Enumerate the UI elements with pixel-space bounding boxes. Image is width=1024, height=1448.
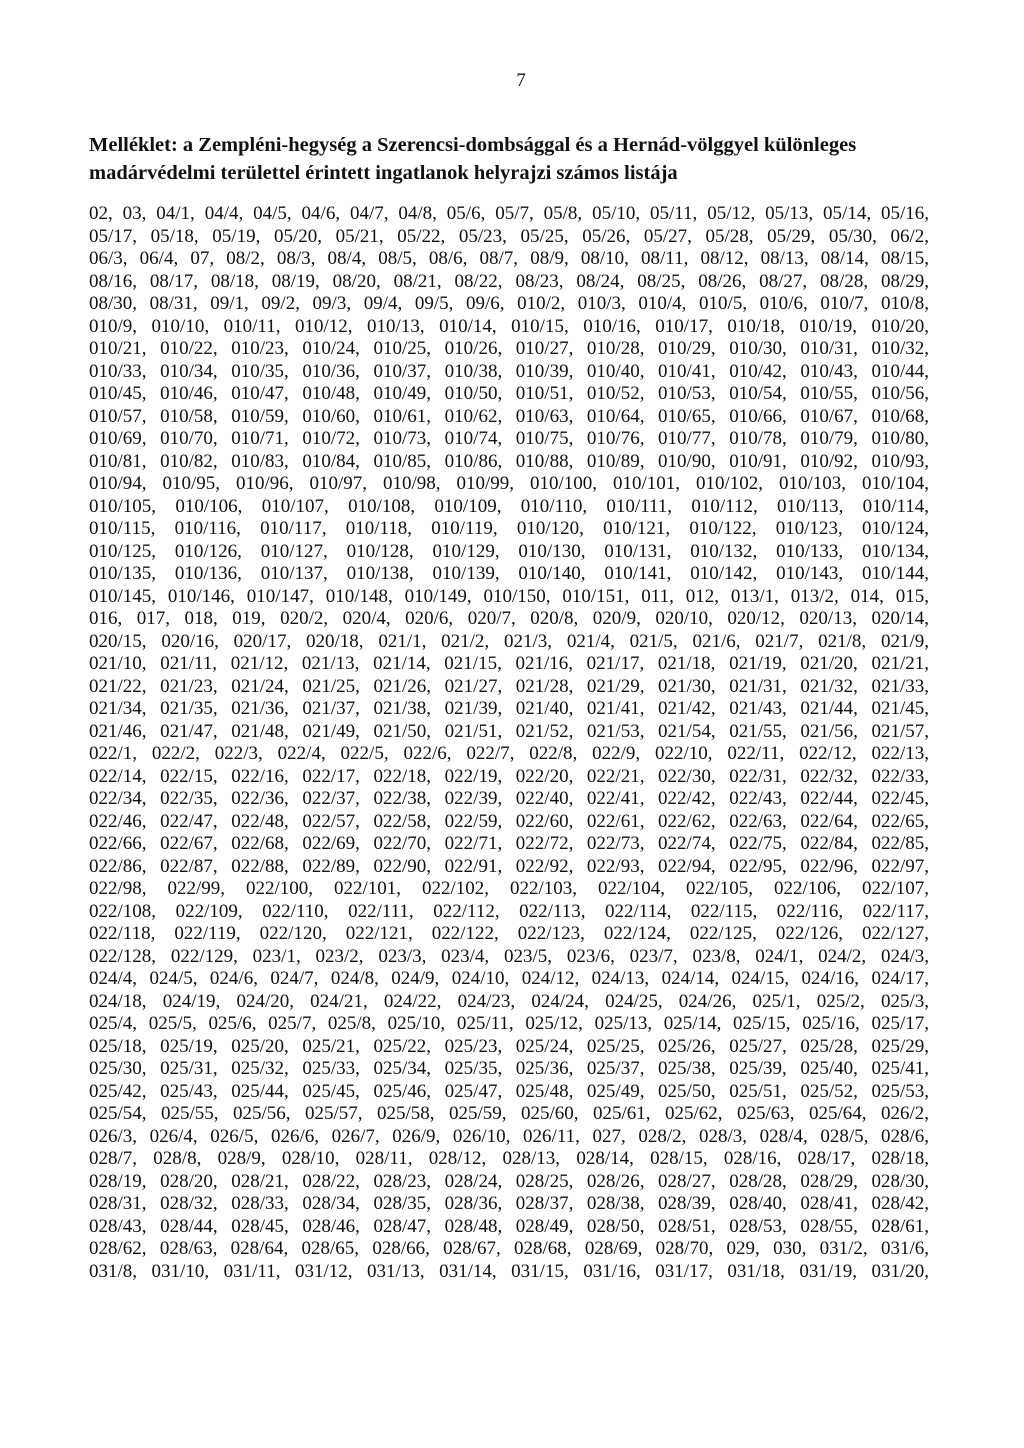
- parcel-list-line: 028/7, 028/8, 028/9, 028/10, 028/11, 028/12, 028/13, 028/14, 028/15, 028/16, 028/17, 028/18,: [89, 1148, 929, 1169]
- parcel-list-line: 020/15, 020/16, 020/17, 020/18, 021/1, 021/2, 021/3, 021/4, 021/5, 021/6, 021/7, 021/8, 021/9,: [89, 630, 929, 652]
- parcel-list-line: 022/1, 022/2, 022/3, 022/4, 022/5, 022/6, 022/7, 022/8, 022/9, 022/10, 022/11, 022/12, 022/13,: [89, 743, 929, 764]
- parcel-list-line: 010/125, 010/126, 010/127, 010/128, 010/129, 010/130, 010/131, 010/132, 010/133, 010/134,: [89, 540, 929, 562]
- parcel-list-line: 024/18, 024/19, 024/20, 024/21, 024/22, 024/23, 024/24, 024/25, 024/26, 025/1, 025/2, 025/3,: [89, 990, 929, 1012]
- parcel-list-line: 010/33, 010/34, 010/35, 010/36, 010/37, 010/38, 010/39, 010/40, 010/41, 010/42, 010/43, 010/44,: [89, 360, 929, 382]
- parcel-list-line: 08/30, 08/31, 09/1, 09/2, 09/3, 09/4, 09/5, 09/6, 010/2, 010/3, 010/4, 010/5, 010/6, 010/7, 010/8,: [89, 293, 929, 314]
- document-title: [89, 131, 949, 187]
- parcel-list-line: 022/86, 022/87, 022/88, 022/89, 022/90, 022/91, 022/92, 022/93, 022/94, 022/95, 022/96, 022/97,: [89, 855, 929, 877]
- parcel-list-line: 022/34, 022/35, 022/36, 022/37, 022/38, 022/39, 022/40, 022/41, 022/42, 022/43, 022/44, 022/45,: [89, 788, 929, 809]
- parcel-list-line: 028/43, 028/44, 028/45, 028/46, 028/47, 028/48, 028/49, 028/50, 028/51, 028/53, 028/55, 028/61,: [89, 1215, 929, 1237]
- parcel-list-line: 022/98, 022/99, 022/100, 022/101, 022/102, 022/103, 022/104, 022/105, 022/106, 022/107,: [89, 878, 929, 899]
- parcel-list-line: 010/81, 010/82, 010/83, 010/84, 010/85, 010/86, 010/88, 010/89, 010/90, 010/91, 010/92, 010/93,: [89, 450, 929, 472]
- parcel-list-line: 026/3, 026/4, 026/5, 026/6, 026/7, 026/9, 026/10, 026/11, 027, 028/2, 028/3, 028/4, 028/5, 028/6,: [89, 1125, 929, 1147]
- parcel-list-line: 016, 017, 018, 019, 020/2, 020/4, 020/6, 020/7, 020/8, 020/9, 020/10, 020/12, 020/13, 020/14,: [89, 608, 929, 629]
- parcel-list-line: 010/57, 010/58, 010/59, 010/60, 010/61, 010/62, 010/63, 010/64, 010/65, 010/66, 010/67, 010/68,: [89, 405, 929, 427]
- parcel-list-line: 028/62, 028/63, 028/64, 028/65, 028/66, 028/67, 028/68, 028/69, 028/70, 029, 030, 031/2, 031/6,: [89, 1238, 929, 1259]
- parcel-list-line: 025/30, 025/31, 025/32, 025/33, 025/34, 025/35, 025/36, 025/37, 025/38, 025/39, 025/40, 025/41,: [89, 1058, 929, 1079]
- parcel-list-line: 021/10, 021/11, 021/12, 021/13, 021/14, 021/15, 021/16, 021/17, 021/18, 021/19, 021/20, 021/21,: [89, 653, 929, 674]
- parcel-list-line: 06/3, 06/4, 07, 08/2, 08/3, 08/4, 08/5, 08/6, 08/7, 08/9, 08/10, 08/11, 08/12, 08/13, 08/14, 08/15,: [89, 248, 929, 269]
- parcel-list-line: 022/46, 022/47, 022/48, 022/57, 022/58, 022/59, 022/60, 022/61, 022/62, 022/63, 022/64, 022/65,: [89, 810, 929, 832]
- parcel-list-line: 010/105, 010/106, 010/107, 010/108, 010/109, 010/110, 010/111, 010/112, 010/113, 010/114,: [89, 495, 929, 517]
- parcel-list-line: 031/8, 031/10, 031/11, 031/12, 031/13, 031/14, 031/15, 031/16, 031/17, 031/18, 031/19, 031/20,: [89, 1260, 929, 1282]
- parcel-list-line: 021/22, 021/23, 021/24, 021/25, 021/26, 021/27, 021/28, 021/29, 021/30, 021/31, 021/32, 021/33,: [89, 675, 929, 697]
- parcel-list-line: 02, 03, 04/1, 04/4, 04/5, 04/6, 04/7, 04/8, 05/6, 05/7, 05/8, 05/10, 05/11, 05/12, 05/13, 05/14, 05/16,: [89, 203, 929, 224]
- parcel-list-line: 025/42, 025/43, 025/44, 025/45, 025/46, 025/47, 025/48, 025/49, 025/50, 025/51, 025/52, 025/53,: [89, 1080, 929, 1102]
- parcel-list-line: 022/66, 022/67, 022/68, 022/69, 022/70, 022/71, 022/72, 022/73, 022/74, 022/75, 022/84, 022/85,: [89, 833, 929, 854]
- parcel-list-line: 05/17, 05/18, 05/19, 05/20, 05/21, 05/22, 05/23, 05/25, 05/26, 05/27, 05/28, 05/29, 05/30, 06/2,: [89, 225, 929, 247]
- parcel-list-line: 010/135, 010/136, 010/137, 010/138, 010/139, 010/140, 010/141, 010/142, 010/143, 010/144,: [89, 563, 929, 584]
- parcel-number-list: [89, 203, 929, 1283]
- parcel-list-line: 025/4, 025/5, 025/6, 025/7, 025/8, 025/10, 025/11, 025/12, 025/13, 025/14, 025/15, 025/16, 025/17,: [89, 1013, 929, 1034]
- parcel-list-line: 010/45, 010/46, 010/47, 010/48, 010/49, 010/50, 010/51, 010/52, 010/53, 010/54, 010/55, 010/56,: [89, 383, 929, 404]
- parcel-list-line: 025/18, 025/19, 025/20, 025/21, 025/22, 025/23, 025/24, 025/25, 025/26, 025/27, 025/28, 025/29,: [89, 1035, 929, 1057]
- parcel-list-line: 022/108, 022/109, 022/110, 022/111, 022/112, 022/113, 022/114, 022/115, 022/116, 022/117,: [89, 900, 929, 922]
- title-line-2: madárvédelmi területtel érintett ingatlanok helyrajzi számos listája: [89, 162, 678, 184]
- page-number: 7: [516, 70, 526, 91]
- parcel-list-line: 022/14, 022/15, 022/16, 022/17, 022/18, 022/19, 022/20, 022/21, 022/30, 022/31, 022/32, 022/33,: [89, 765, 929, 787]
- parcel-list-line: 024/4, 024/5, 024/6, 024/7, 024/8, 024/9, 024/10, 024/12, 024/13, 024/14, 024/15, 024/16, 024/17,: [89, 968, 929, 989]
- parcel-list-line: 08/16, 08/17, 08/18, 08/19, 08/20, 08/21, 08/22, 08/23, 08/24, 08/25, 08/26, 08/27, 08/28, 08/29,: [89, 270, 929, 292]
- parcel-list-line: 028/19, 028/20, 028/21, 028/22, 028/23, 028/24, 028/25, 028/26, 028/27, 028/28, 028/29, 028/30,: [89, 1170, 929, 1192]
- title-line-1: Melléklet: a Zempléni-hegység a Szerencsi-dombsággal és a Hernád-völggyel különleges: [89, 134, 857, 156]
- parcel-list-line: 010/9, 010/10, 010/11, 010/12, 010/13, 010/14, 010/15, 010/16, 010/17, 010/18, 010/19, 010/20,: [89, 315, 929, 337]
- parcel-list-line: 010/94, 010/95, 010/96, 010/97, 010/98, 010/99, 010/100, 010/101, 010/102, 010/103, 010/104,: [89, 473, 929, 494]
- parcel-list-line: 010/69, 010/70, 010/71, 010/72, 010/73, 010/74, 010/75, 010/76, 010/77, 010/78, 010/79, 010/80,: [89, 428, 929, 449]
- parcel-list-line: 010/21, 010/22, 010/23, 010/24, 010/25, 010/26, 010/27, 010/28, 010/29, 010/30, 010/31, 010/32,: [89, 338, 929, 359]
- parcel-list-line: 025/54, 025/55, 025/56, 025/57, 025/58, 025/59, 025/60, 025/61, 025/62, 025/63, 025/64, 026/2,: [89, 1103, 929, 1124]
- parcel-list-line: 021/34, 021/35, 021/36, 021/37, 021/38, 021/39, 021/40, 021/41, 021/42, 021/43, 021/44, 021/45,: [89, 698, 929, 719]
- parcel-list-line: 028/31, 028/32, 028/33, 028/34, 028/35, 028/36, 028/37, 028/38, 028/39, 028/40, 028/41, 028/42,: [89, 1193, 929, 1214]
- parcel-list-line: 022/118, 022/119, 022/120, 022/121, 022/122, 022/123, 022/124, 022/125, 022/126, 022/127,: [89, 923, 929, 944]
- parcel-list-line: 010/145, 010/146, 010/147, 010/148, 010/149, 010/150, 010/151, 011, 012, 013/1, 013/2, 014, 015,: [89, 585, 929, 607]
- parcel-list-line: 021/46, 021/47, 021/48, 021/49, 021/50, 021/51, 021/52, 021/53, 021/54, 021/55, 021/56, 021/57,: [89, 720, 929, 742]
- parcel-list-line: 010/115, 010/116, 010/117, 010/118, 010/119, 010/120, 010/121, 010/122, 010/123, 010/124,: [89, 518, 929, 539]
- parcel-list-line: 022/128, 022/129, 023/1, 023/2, 023/3, 023/4, 023/5, 023/6, 023/7, 023/8, 024/1, 024/2, 024/3,: [89, 945, 929, 967]
